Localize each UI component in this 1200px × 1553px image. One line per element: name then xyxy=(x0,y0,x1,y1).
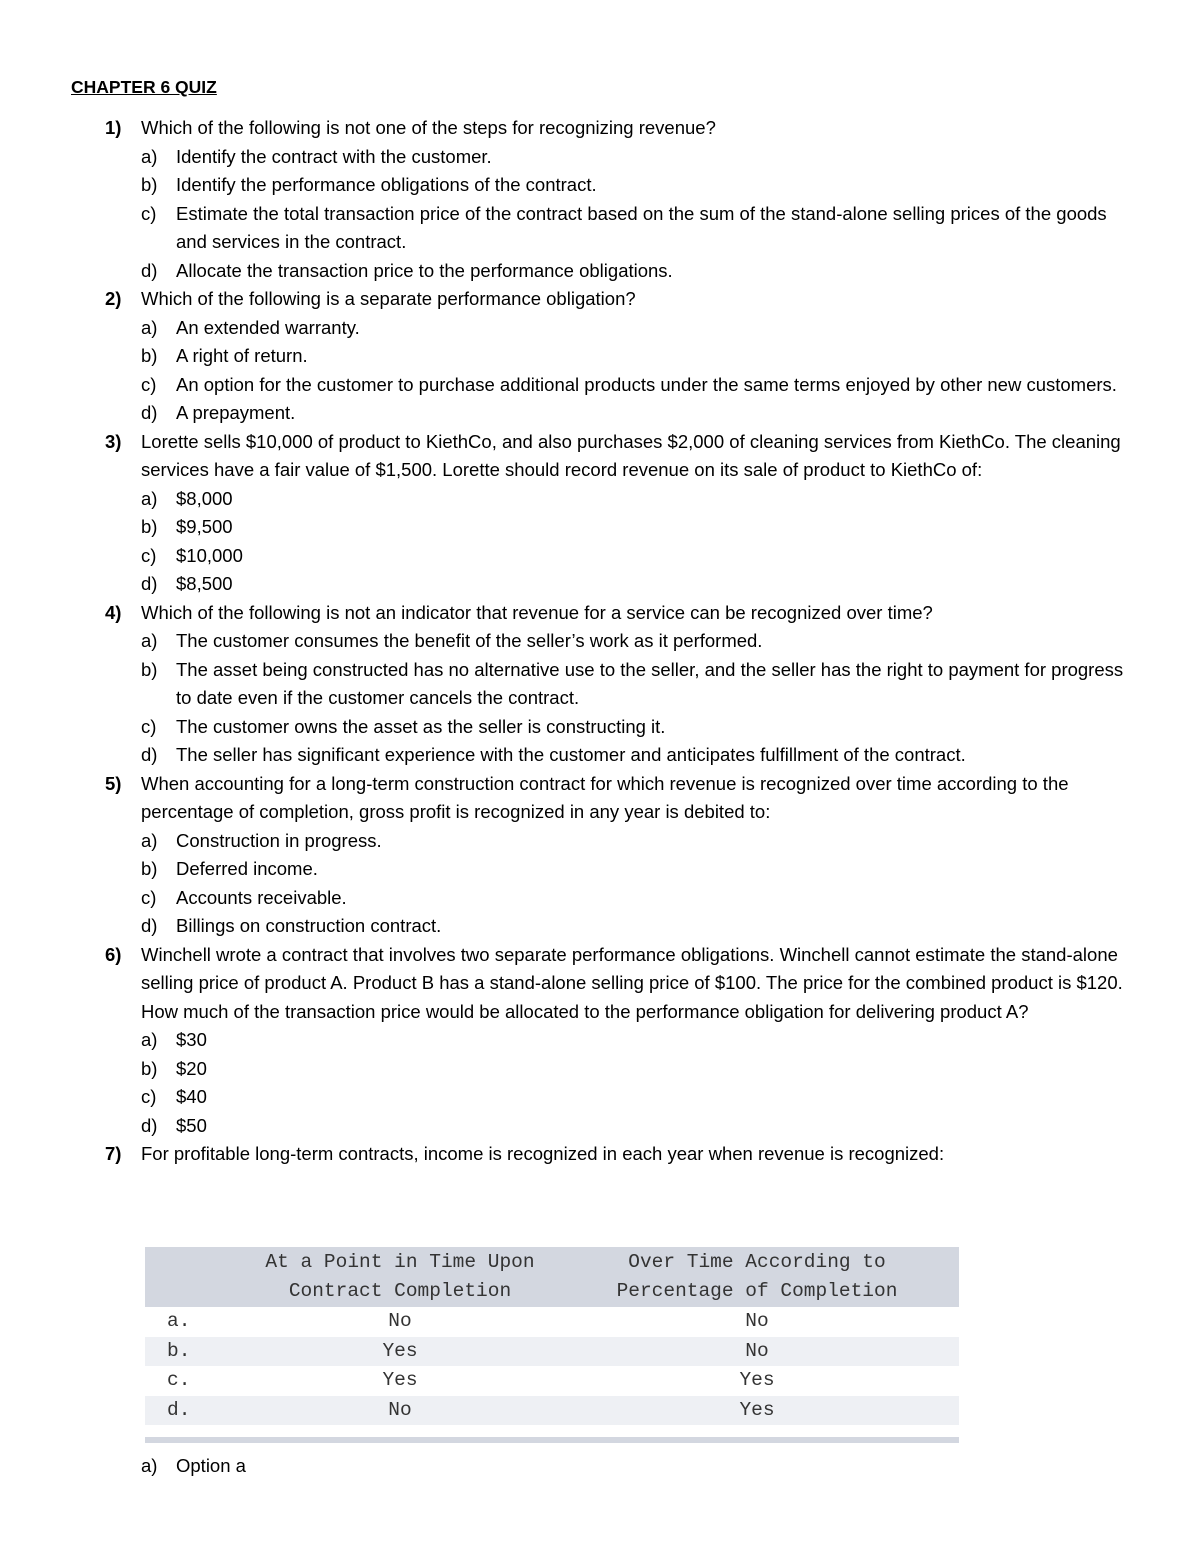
option-label: c) xyxy=(141,715,157,737)
option-text: $40 xyxy=(176,1086,207,1107)
question-text: Lorette sells $10,000 of product to KiethCo, and also purchases $2,000 of cleaning services from KiethCo. The cleaning services have a fair value of $1,500. Lorette should record revenue on its sale of product to KiethCo of: xyxy=(141,430,1121,480)
option-label: a) xyxy=(141,630,158,651)
option-text: The seller has significant experience with the customer and anticipates fulfillment of the contract. xyxy=(176,744,966,765)
question-2 xyxy=(105,285,1125,314)
answer-option xyxy=(105,827,1125,856)
question-text: Winchell wrote a contract that involves two separate performance obligations. Winchell cannot estimate the stand-alone selling price of product A. Product B has a stand-alone selling price of $100. The price for the combined product is $120. How much of the transaction price would be allocated to the performance obligation for delivering product A? xyxy=(141,943,1123,1022)
answer-text: Option a xyxy=(176,1455,246,1476)
answer-option xyxy=(105,570,1125,599)
question-5 xyxy=(105,770,1125,827)
answer-option xyxy=(105,912,1125,941)
table-header-point-in-time: At a Point in Time Upon Contract Completion xyxy=(265,1251,535,1302)
row-label: b. xyxy=(167,1339,191,1362)
question-text: Which of the following is a separate performance obligation? xyxy=(141,288,636,309)
answer-option xyxy=(105,713,1125,742)
answer-option xyxy=(105,1026,1125,1055)
question-text: Which of the following is not one of the steps for recognizing revenue? xyxy=(141,117,716,138)
question-text: When accounting for a long-term construction contract for which revenue is recognized over time according to the percentage of completion, gross profit is recognized in any year is debited to: xyxy=(141,772,1069,822)
option-label: a) xyxy=(141,145,158,167)
comparison-table-wrapper xyxy=(145,1247,959,1443)
option-label: b) xyxy=(141,858,158,879)
cell-over-time: Yes xyxy=(739,1398,775,1421)
answer-option xyxy=(105,314,1125,343)
table-row xyxy=(145,1337,959,1367)
option-label: b) xyxy=(141,345,158,366)
answer-option xyxy=(105,342,1125,371)
option-label: c) xyxy=(141,886,157,908)
option-label: d) xyxy=(141,1114,158,1136)
option-text: $50 xyxy=(176,1114,207,1136)
option-label: a) xyxy=(141,487,158,509)
option-label: c) xyxy=(141,202,157,224)
option-label: c) xyxy=(141,1086,157,1107)
option-text: $9,500 xyxy=(176,516,233,537)
answer-option xyxy=(105,200,1125,257)
question-1 xyxy=(105,114,1125,143)
option-text: Billings on construction contract. xyxy=(176,915,442,936)
option-text: Allocate the transaction price to the performance obligations. xyxy=(176,259,673,281)
option-label: c) xyxy=(141,373,157,395)
option-label: d) xyxy=(141,259,158,281)
option-label: b) xyxy=(141,174,158,195)
answer-option xyxy=(105,485,1125,514)
answer-option xyxy=(105,542,1125,571)
question-3 xyxy=(105,428,1125,485)
question-6 xyxy=(105,941,1125,1027)
option-text: $30 xyxy=(176,1029,207,1050)
question-number: 7) xyxy=(105,1143,122,1164)
question-number: 4) xyxy=(105,601,122,623)
cell-point-in-time: Yes xyxy=(382,1339,418,1362)
answer-option xyxy=(105,627,1125,656)
answer-option xyxy=(105,884,1125,913)
table-bottom-rule xyxy=(145,1437,959,1443)
table-header-blank xyxy=(145,1247,245,1307)
answer-option xyxy=(105,143,1125,172)
row-label: d. xyxy=(167,1398,191,1421)
answer-option xyxy=(105,513,1125,542)
question-number: 2) xyxy=(105,288,122,309)
option-text: $20 xyxy=(176,1057,207,1079)
question-list xyxy=(105,114,1125,1169)
option-text: A prepayment. xyxy=(176,402,296,423)
table-header-row xyxy=(145,1247,959,1307)
option-text: A right of return. xyxy=(176,345,308,366)
option-text: $8,000 xyxy=(176,487,233,509)
option-text: $8,500 xyxy=(176,573,233,594)
answer-option xyxy=(105,171,1125,200)
option-text: Identify the performance obligations of the contract. xyxy=(176,174,597,195)
question-4 xyxy=(105,599,1125,628)
question-number: 5) xyxy=(105,772,122,794)
cell-point-in-time: Yes xyxy=(382,1369,418,1391)
option-label: d) xyxy=(141,402,158,423)
option-label: a) xyxy=(141,1029,158,1050)
option-text: Construction in progress. xyxy=(176,829,382,851)
option-label: c) xyxy=(141,544,157,566)
option-label: d) xyxy=(141,573,158,594)
quiz-title: CHAPTER 6 QUIZ xyxy=(71,77,217,97)
option-text: Estimate the total transaction price of the contract based on the sum of the stand-alone selling prices of the goods and services in the contract. xyxy=(176,202,1107,252)
option-label: b) xyxy=(141,516,158,537)
question-text: For profitable long-term contracts, income is recognized in each year when revenue is recognized: xyxy=(141,1143,945,1164)
table-body xyxy=(145,1307,959,1425)
cell-over-time: No xyxy=(745,1310,769,1332)
option-text: Deferred income. xyxy=(176,858,318,879)
answer-option xyxy=(105,656,1125,713)
table-row xyxy=(145,1396,959,1426)
cell-point-in-time: No xyxy=(388,1310,412,1332)
option-label: b) xyxy=(141,658,158,680)
answer-option xyxy=(105,741,1125,770)
option-text: Identify the contract with the customer. xyxy=(176,145,492,167)
cell-point-in-time: No xyxy=(388,1398,412,1421)
answer-label: a) xyxy=(141,1455,158,1476)
option-label: d) xyxy=(141,744,158,765)
question-number: 3) xyxy=(105,430,122,452)
answer-option xyxy=(105,371,1125,400)
answer-option xyxy=(105,399,1125,428)
cell-over-time: Yes xyxy=(739,1369,775,1391)
option-text: Accounts receivable. xyxy=(176,886,347,908)
table-row xyxy=(145,1307,959,1337)
question-number: 6) xyxy=(105,943,122,965)
answer-line xyxy=(141,1452,246,1481)
option-label: a) xyxy=(141,316,158,338)
option-text: An extended warranty. xyxy=(176,316,360,338)
question-text: Which of the following is not an indicator that revenue for a service can be recognized over time? xyxy=(141,601,933,623)
cell-over-time: No xyxy=(745,1339,769,1362)
row-label: a. xyxy=(167,1310,191,1332)
option-text: $10,000 xyxy=(176,544,243,566)
row-label: c. xyxy=(167,1369,191,1391)
option-label: b) xyxy=(141,1057,158,1079)
comparison-table xyxy=(145,1247,959,1425)
option-text: The asset being constructed has no alternative use to the seller, and the seller has the right to payment for progress to date even if the customer cancels the contract. xyxy=(176,658,1124,708)
question-number: 1) xyxy=(105,117,122,138)
option-label: a) xyxy=(141,829,158,851)
question-7 xyxy=(105,1140,1125,1169)
answer-option xyxy=(105,855,1125,884)
answer-option xyxy=(105,1055,1125,1084)
answer-option xyxy=(105,1112,1125,1141)
option-text: An option for the customer to purchase additional products under the same terms enjoyed by other new customers. xyxy=(176,373,1117,395)
answer-option xyxy=(105,1083,1125,1112)
option-label: d) xyxy=(141,915,158,936)
table-row xyxy=(145,1366,959,1396)
option-text: The customer consumes the benefit of the seller’s work as it performed. xyxy=(176,630,763,651)
answer-option xyxy=(105,257,1125,286)
table-header-over-time: Over Time According to Percentage of Completion xyxy=(616,1251,898,1302)
option-text: The customer owns the asset as the seller is constructing it. xyxy=(176,715,666,737)
